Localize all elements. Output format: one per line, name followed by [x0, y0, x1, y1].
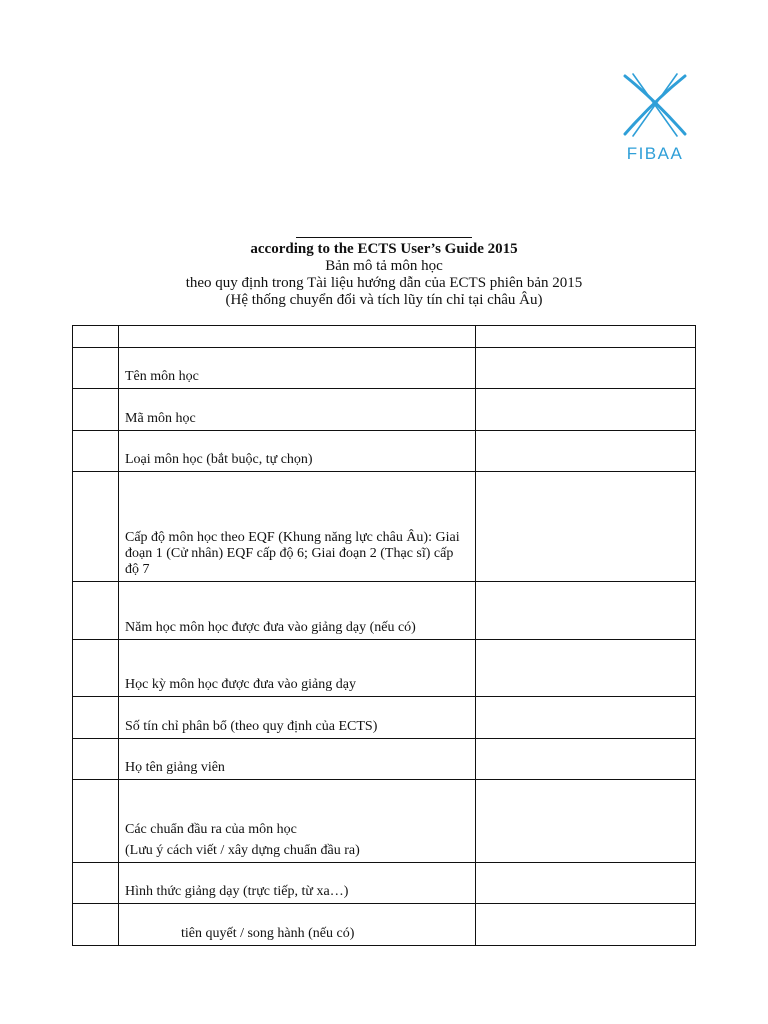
row-value-cell[interactable]	[476, 697, 696, 739]
table-row	[73, 582, 696, 640]
table-row	[73, 863, 696, 904]
row-number-cell	[73, 472, 119, 582]
row-value-cell[interactable]	[476, 472, 696, 582]
row-label-cell: Năm học môn học được đưa vào giảng dạy (nếu có)	[119, 582, 476, 640]
logo-wordmark: FIBAA	[626, 144, 684, 163]
heading-title: Bản mô tả môn học	[325, 258, 443, 274]
table-row	[73, 472, 696, 582]
row-number-cell	[73, 431, 119, 472]
row-number-cell	[73, 904, 119, 946]
title-blank-line	[296, 237, 472, 238]
course-description-table	[72, 325, 696, 946]
heading-subtitle: theo quy định trong Tài liệu hướng dẫn của ECTS phiên bản 2015	[185, 275, 583, 291]
row-value-cell[interactable]	[476, 348, 696, 389]
row-label-cell	[119, 326, 476, 348]
table-row	[73, 431, 696, 472]
table-row	[73, 739, 696, 780]
row-label-cell: tiên quyết / song hành (nếu có)	[119, 904, 476, 946]
table-row	[73, 389, 696, 431]
heading-note: (Hệ thống chuyển đổi và tích lũy tín chỉ tại châu Âu)	[225, 292, 543, 308]
row-value-cell[interactable]	[476, 739, 696, 780]
row-value-cell[interactable]	[476, 582, 696, 640]
row-value-cell[interactable]	[476, 431, 696, 472]
table-row	[73, 326, 696, 348]
row-number-cell	[73, 582, 119, 640]
row-number-cell	[73, 326, 119, 348]
row-label-cell: Loại môn học (bắt buộc, tự chọn)	[119, 431, 476, 472]
outcomes-label: Các chuẩn đầu ra của môn học	[125, 822, 297, 837]
row-value-cell[interactable]	[476, 326, 696, 348]
row-value-cell[interactable]	[476, 640, 696, 697]
row-value-cell[interactable]	[476, 389, 696, 431]
fibaa-logo	[612, 70, 698, 180]
row-label-cell: Số tín chỉ phân bổ (theo quy định của ECTS)	[119, 697, 476, 739]
row-label-cell: Hình thức giảng dạy (trực tiếp, từ xa…)	[119, 863, 476, 904]
row-label-cell	[119, 780, 476, 863]
row-number-cell	[73, 389, 119, 431]
row-label-cell: Tên môn học	[119, 348, 476, 389]
row-number-cell	[73, 863, 119, 904]
outcomes-note: (Lưu ý cách viết / xây dựng chuẩn đầu ra)	[125, 843, 360, 858]
row-label-cell: Cấp độ môn học theo EQF (Khung năng lực châu Âu): Giai đoạn 1 (Cử nhân) EQF cấp độ 6; Giai đoạn 2 (Thạc sĩ) cấp độ 7	[119, 472, 476, 582]
row-number-cell	[73, 739, 119, 780]
row-value-cell[interactable]	[476, 780, 696, 863]
row-number-cell	[73, 697, 119, 739]
row-value-cell[interactable]	[476, 904, 696, 946]
table-row	[73, 780, 696, 863]
row-label-cell: Mã môn học	[119, 389, 476, 431]
fibaa-x-icon	[619, 70, 691, 140]
table-row	[73, 697, 696, 739]
row-value-cell[interactable]	[476, 863, 696, 904]
row-number-cell	[73, 348, 119, 389]
table-row	[73, 904, 696, 946]
row-label-cell: Học kỳ môn học được đưa vào giảng dạy	[119, 640, 476, 697]
row-number-cell	[73, 780, 119, 863]
table-row	[73, 640, 696, 697]
table-row	[73, 348, 696, 389]
row-number-cell	[73, 640, 119, 697]
heading-guide: according to the ECTS User’s Guide 2015	[250, 241, 518, 257]
row-label-cell: Họ tên giảng viên	[119, 739, 476, 780]
